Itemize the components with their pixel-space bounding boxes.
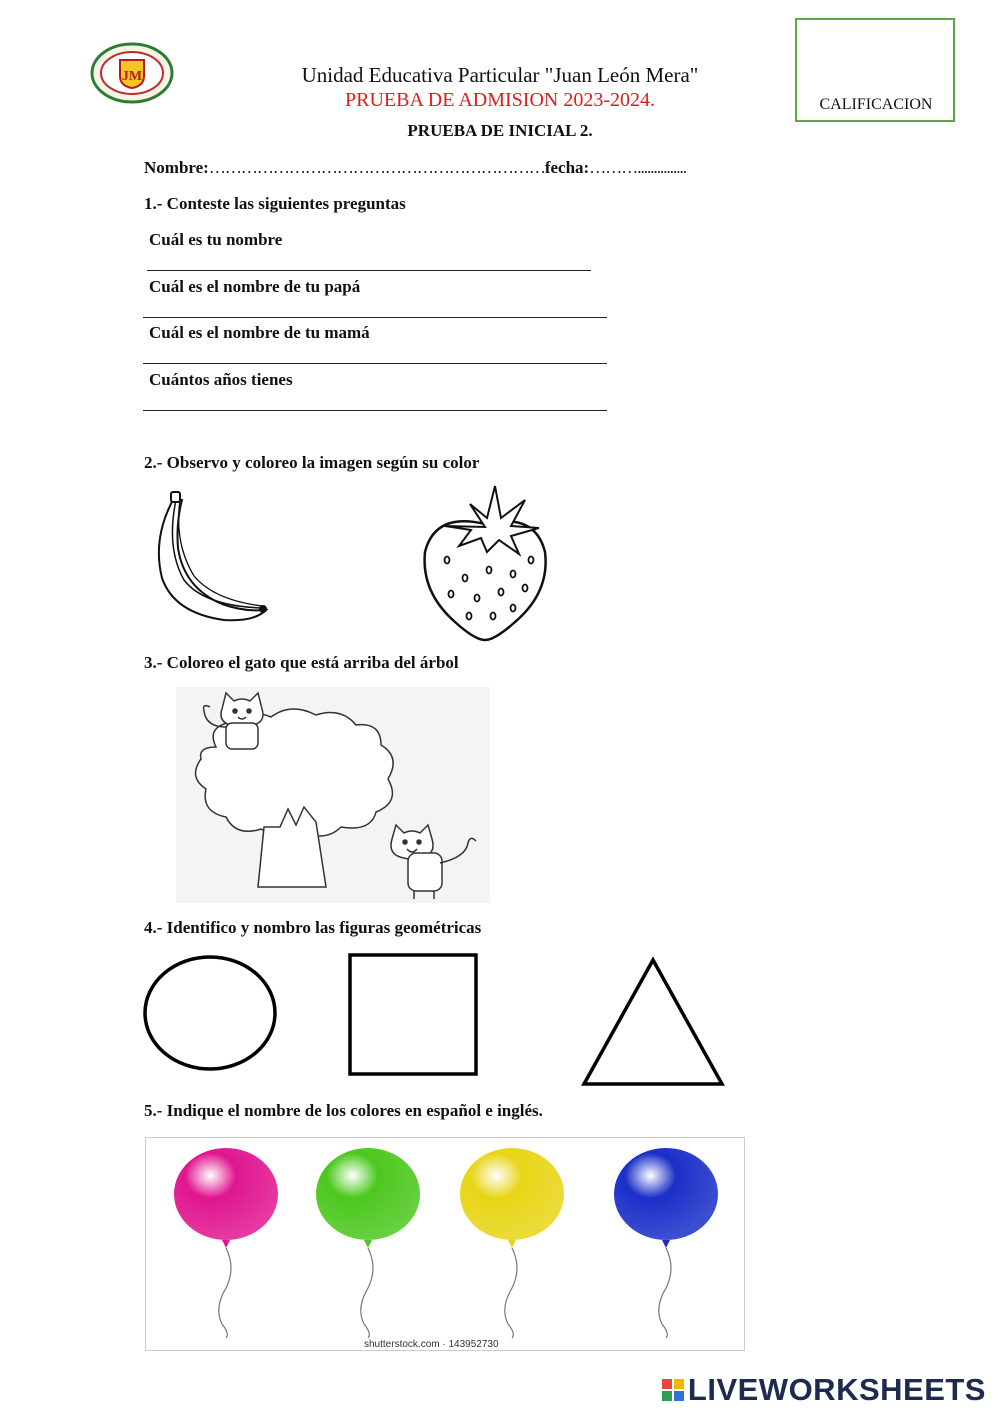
name-date-row <box>144 158 686 178</box>
balloon-string <box>505 1248 517 1338</box>
balloon[interactable] <box>614 1148 718 1338</box>
q1-question: Cuál es el nombre de tu papá <box>149 277 361 296</box>
balloon-knot <box>662 1240 670 1248</box>
strawberry-image[interactable] <box>415 482 555 644</box>
answer-line[interactable] <box>143 410 607 411</box>
liveworksheets-brand <box>662 1372 986 1408</box>
balloon[interactable] <box>316 1148 420 1338</box>
triangle-shape[interactable] <box>580 956 726 1088</box>
q4-title: 4.- Identifico y nombro las figuras geométricas <box>144 918 482 937</box>
svg-text:JM: JM <box>121 69 143 84</box>
balloon-body <box>460 1148 564 1240</box>
balloon-body <box>614 1148 718 1240</box>
balloon-string <box>361 1248 373 1338</box>
balloon-knot <box>364 1240 372 1248</box>
balloon-knot <box>222 1240 230 1248</box>
q1-question: Cuántos años tienes <box>149 370 293 389</box>
q2-title: 2.- Observo y coloreo la imagen según su color <box>144 453 480 472</box>
q1-question: Cuál es el nombre de tu mamá <box>149 323 370 342</box>
q3-title: 3.- Coloreo el gato que está arriba del árbol <box>144 653 459 672</box>
balloon-knot <box>508 1240 516 1248</box>
school-logo <box>90 42 174 104</box>
answer-line[interactable] <box>147 270 591 271</box>
name-field[interactable]: ……………………………………………………… <box>208 158 545 177</box>
balloon-body <box>174 1148 278 1240</box>
school-name: Unidad Educativa Particular "Juan León Mera" <box>301 63 699 87</box>
answer-line[interactable] <box>143 317 607 318</box>
stock-watermark: shutterstock.com · 143952730 <box>364 1339 499 1350</box>
brand-squares-icon <box>662 1379 684 1401</box>
date-label: fecha: <box>544 158 590 177</box>
balloon[interactable] <box>174 1148 278 1338</box>
banana-image[interactable] <box>144 488 274 628</box>
q1-question: Cuál es tu nombre <box>149 230 283 249</box>
grade-label: CALIFICACION <box>819 96 933 113</box>
test-subtitle: PRUEBA DE INICIAL 2. <box>407 121 593 140</box>
balloon-string <box>659 1248 671 1338</box>
q5-title: 5.- Indique el nombre de los colores en español e inglés. <box>144 1101 543 1120</box>
date-field[interactable]: ………............... <box>589 158 686 177</box>
balloon-string <box>219 1248 231 1338</box>
tree-cats-image[interactable] <box>176 687 490 903</box>
balloon[interactable] <box>460 1148 564 1338</box>
name-label: Nombre: <box>144 158 209 177</box>
balloon-body <box>316 1148 420 1240</box>
square-shape[interactable] <box>348 953 478 1077</box>
answer-line[interactable] <box>143 363 607 364</box>
brand-text: LIVEWORKSHEETS <box>687 1372 986 1407</box>
circle-shape[interactable] <box>143 955 279 1073</box>
q1-title: 1.- Conteste las siguientes preguntas <box>144 194 406 213</box>
balloons-image[interactable] <box>145 1137 745 1351</box>
admission-title: PRUEBA DE ADMISION 2023-2024. <box>344 89 656 111</box>
